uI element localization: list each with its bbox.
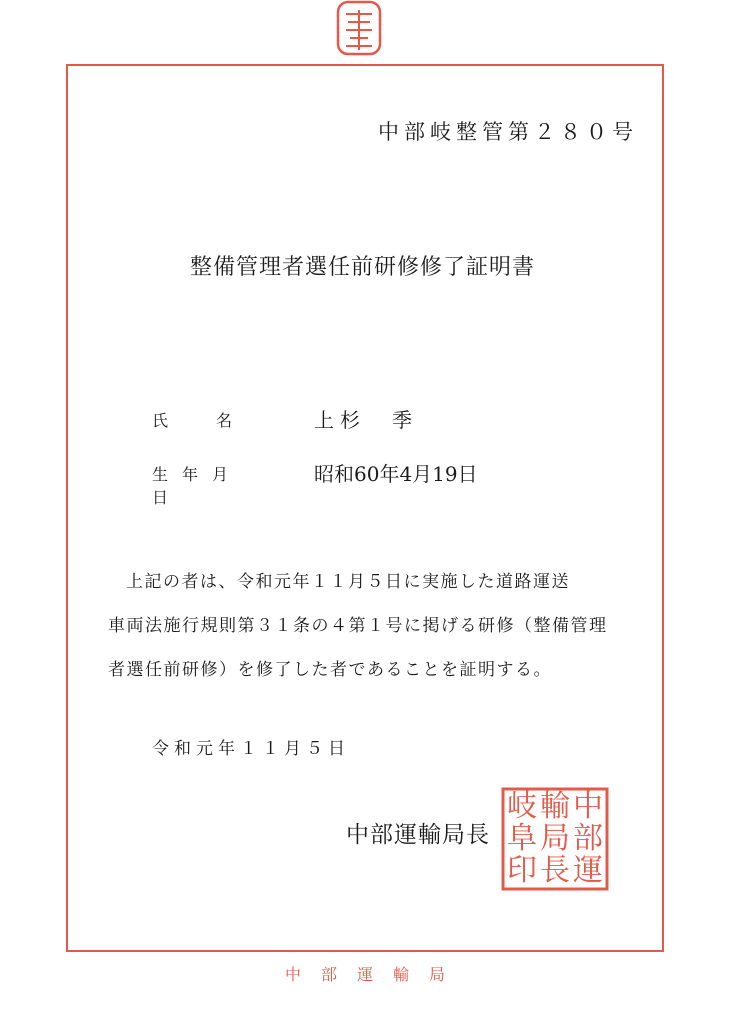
issue-date: 令和元年１１月５日 [152,739,350,759]
birthdate-label-text: 生年月日 [152,465,243,507]
office-seal-stamp [500,786,610,892]
seal-character: 阜 [507,821,537,856]
name-label-text: 氏 名 [152,411,233,430]
statement-line-1-text: 上記の者は、令和元年１１月５日に実施した道路運送 [126,572,570,592]
issuing-office-footer: 中部運輸局 [284,965,465,984]
certification-statement [108,560,628,692]
certificate-number: 中部岐整管第２８０号 [378,120,638,144]
seal-character: 部 [573,821,603,856]
seal-character: 局 [540,821,570,856]
certificate-title: 整備管理者選任前研修修了証明書 [190,255,536,280]
issuer-title: 中部運輸局長 [346,822,490,848]
seal-character: 運 [573,853,603,888]
statement-line-3: 者選任前研修）を修了した者であることを証明する。 [108,660,552,680]
name-value: 上杉 季 [314,408,418,432]
seal-character: 中 [573,789,603,824]
birthdate-label [152,462,256,508]
seal-stamp [334,0,384,58]
statement-line-1 [108,560,628,604]
birthdate-value: 昭和60年4月19日 [314,462,478,486]
seal-character: 長 [540,853,570,888]
seal-character: 印 [507,853,537,888]
seal-character: 岐 [507,789,537,824]
seal-character: 輸 [540,789,570,824]
statement-line-2: 車両法施行規則第３１条の４第１号に掲げる研修（整備管理 [108,616,608,636]
name-label [152,408,262,431]
